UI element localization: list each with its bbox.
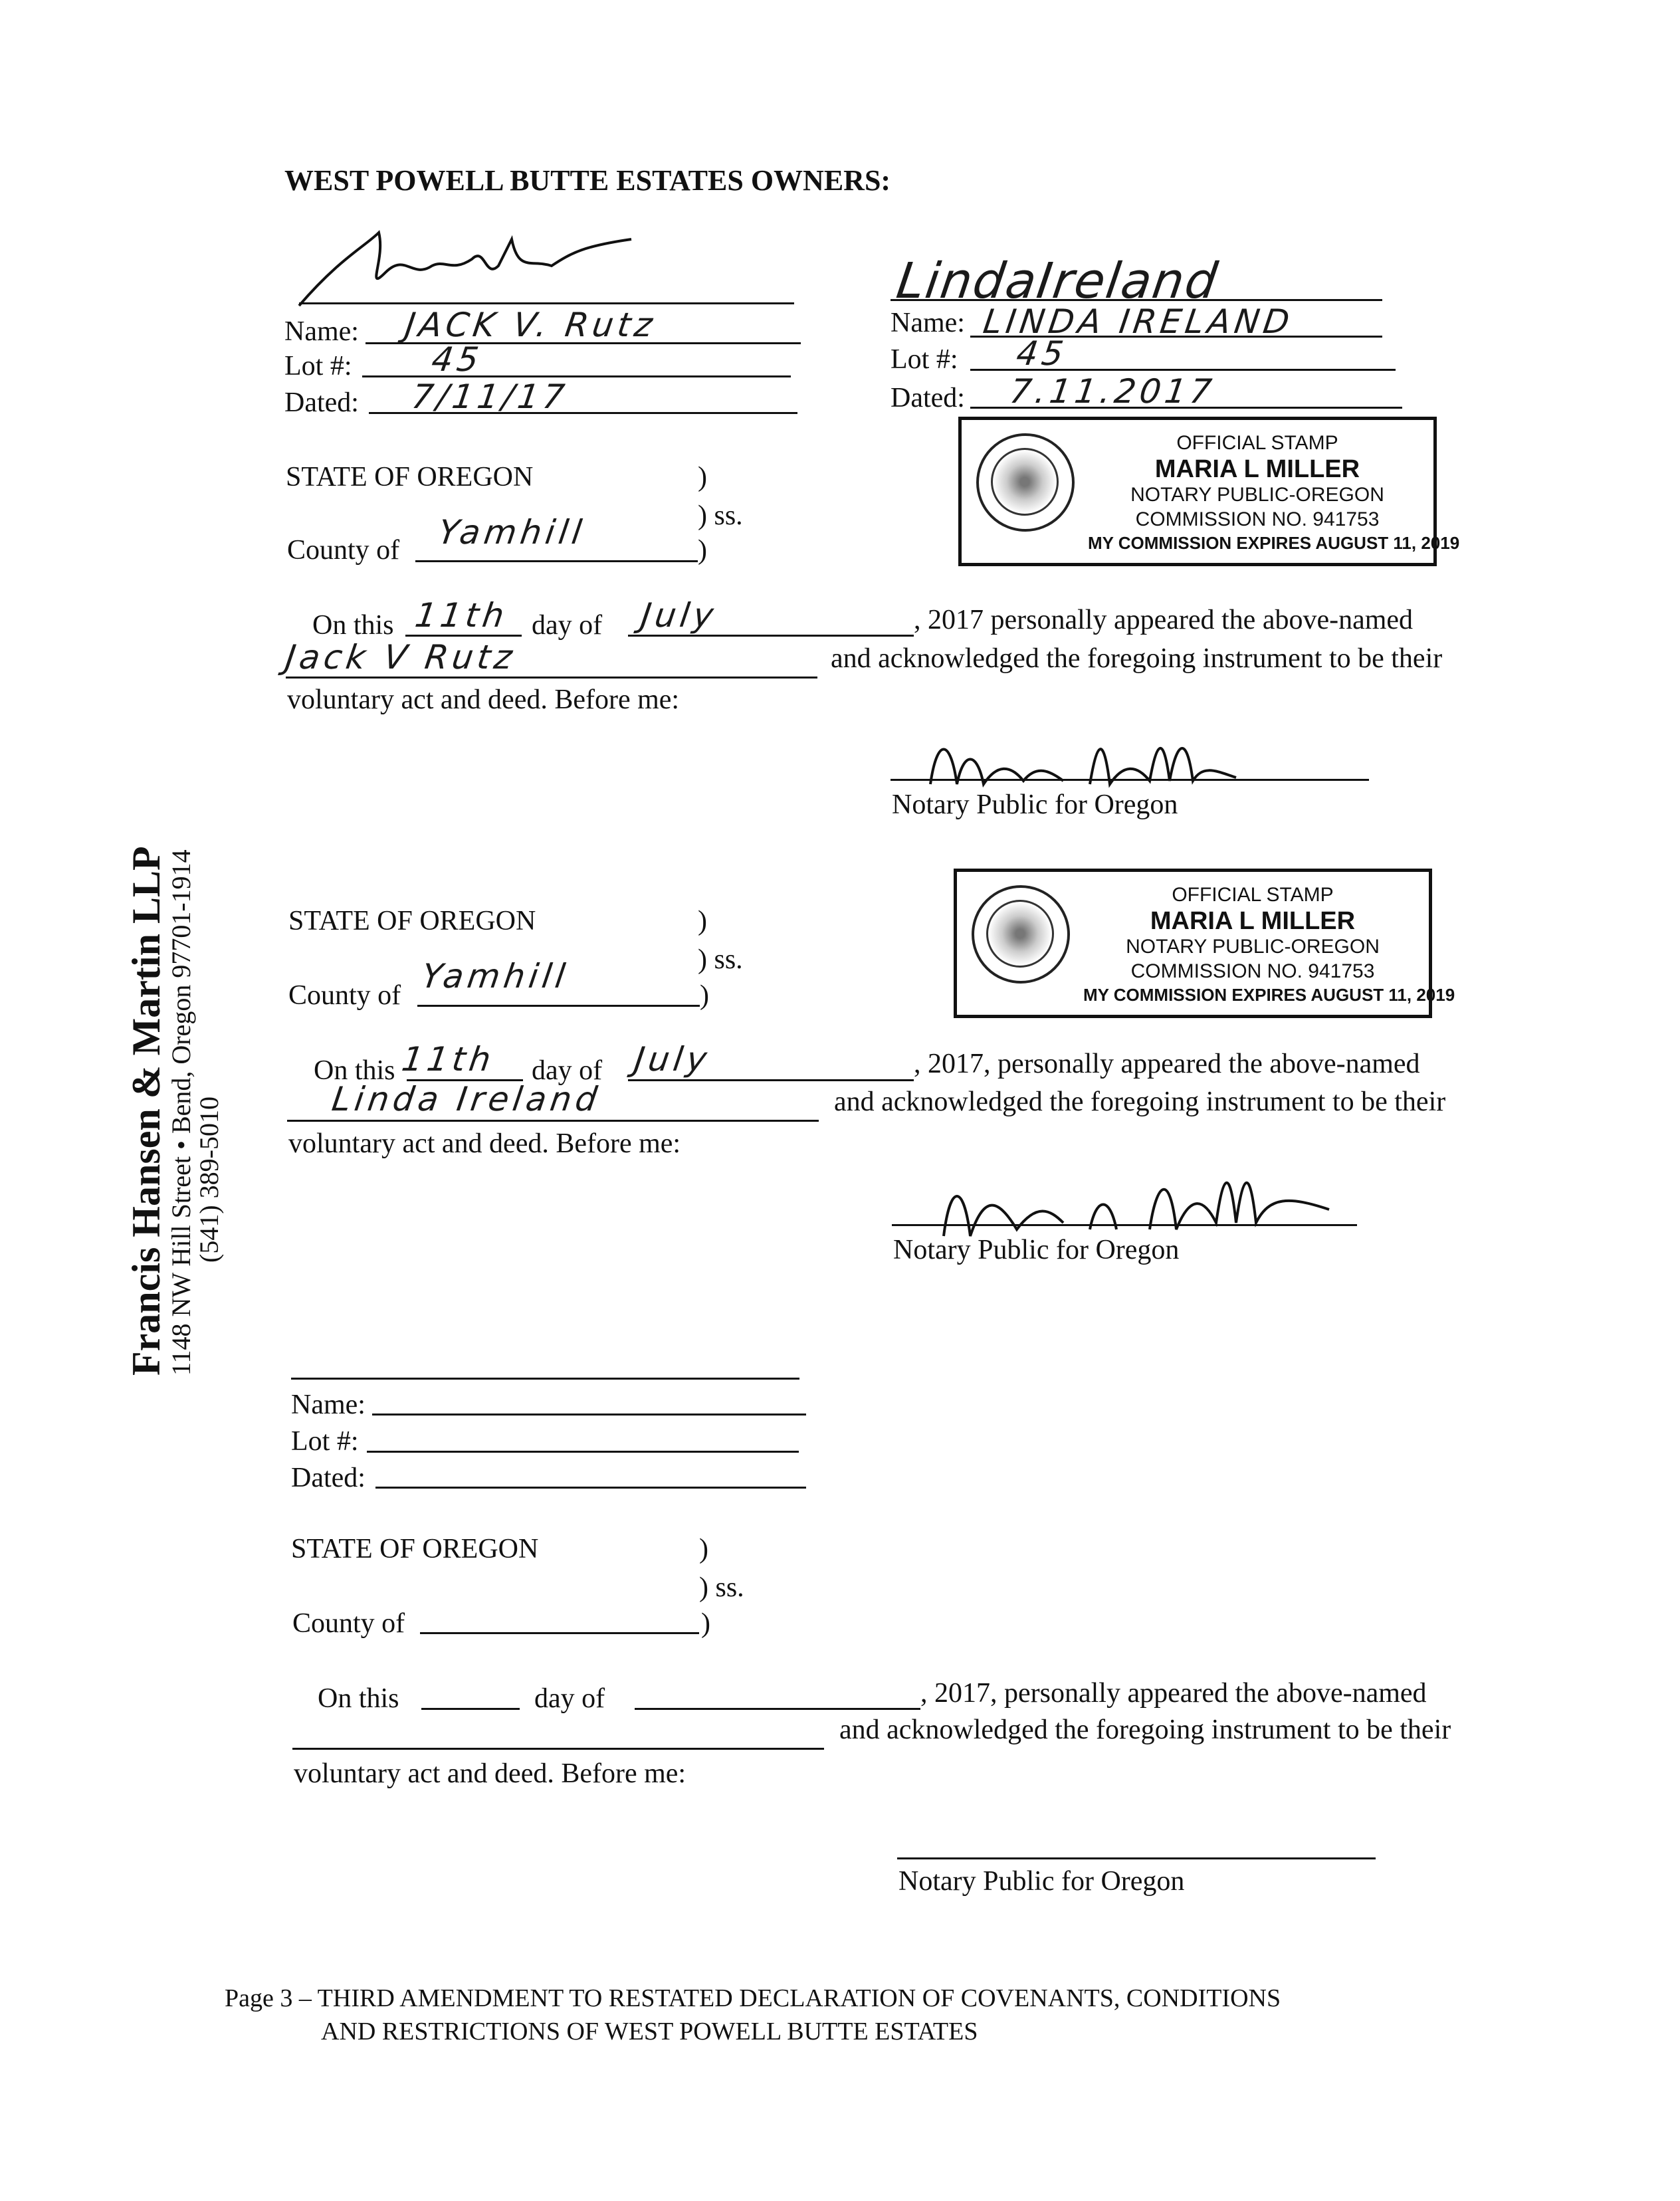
notary3-person-line <box>292 1748 824 1750</box>
owner1-lot-label: Lot #: <box>284 351 352 381</box>
notary1-person-line <box>286 677 817 679</box>
notary3-day-of: day of <box>534 1683 605 1714</box>
notary2-voluntary: voluntary act and deed. Before me: <box>288 1128 681 1159</box>
owner2-lot-label: Lot #: <box>891 344 958 375</box>
footer-line-2: AND RESTRICTIONS OF WEST POWELL BUTTE ESTATES <box>321 2018 978 2045</box>
owner2-lot-value: 45 <box>1013 334 1070 373</box>
stamp-notary-title: NOTARY PUBLIC-OREGON <box>1126 936 1380 958</box>
notary3-county-line <box>420 1632 699 1634</box>
notary2-appeared: , 2017, personally appeared the above-named <box>914 1049 1420 1079</box>
notary2-month-value: July <box>631 1040 713 1079</box>
notary2-official-stamp <box>954 869 1455 1018</box>
stamp-expiry: MY COMMISSION EXPIRES AUGUST 11, 2019 <box>1083 985 1455 1005</box>
notary3-day-line <box>421 1708 520 1710</box>
firm-name: Francis Hansen & Martin LLP <box>124 846 168 1376</box>
owner1-signature-line <box>299 302 794 304</box>
owner2-dated-value: 7.11.2017 <box>1007 372 1218 411</box>
notary2-paren-2: ) <box>700 980 709 1011</box>
stamp-title: OFFICIAL STAMP <box>1176 432 1338 454</box>
notary3-paren-1: ) <box>699 1534 708 1564</box>
notary3-voluntary: voluntary act and deed. Before me: <box>294 1758 686 1789</box>
stamp-expiry: MY COMMISSION EXPIRES AUGUST 11, 2019 <box>1088 533 1460 553</box>
owner3-lot-line <box>367 1451 799 1453</box>
notary1-month-value: July <box>638 596 720 635</box>
owner1-name-label: Name: <box>284 316 359 347</box>
notary1-county-label: County of <box>287 535 400 566</box>
notary1-day-of: day of <box>532 610 603 641</box>
stamp-notary-title: NOTARY PUBLIC-OREGON <box>1130 484 1384 506</box>
notary1-appeared: , 2017 personally appeared the above-named <box>914 605 1414 635</box>
notary1-public-label: Notary Public for Oregon <box>892 789 1178 820</box>
notary3-state: STATE OF OREGON <box>291 1534 539 1564</box>
owner2-signature-line <box>891 299 1382 301</box>
notary1-paren-2: ) <box>698 535 707 566</box>
notary2-signature-line <box>892 1224 1357 1226</box>
stamp-title: OFFICIAL STAMP <box>1172 884 1334 906</box>
footer-line-1: Page 3 – THIRD AMENDMENT TO RESTATED DECLARATION OF COVENANTS, CONDITIONS <box>225 1984 1281 2012</box>
notary3-on-this: On this <box>318 1683 399 1714</box>
firm-phone: (541) 389-5010 <box>194 1097 224 1263</box>
owner3-signature-line <box>291 1378 799 1380</box>
owner1-lot-value: 45 <box>429 340 485 379</box>
notary2-county-value: Yamhill <box>419 957 572 996</box>
notary2-day-value: 11th <box>399 1040 497 1079</box>
notary2-day-of: day of <box>532 1055 603 1086</box>
owner3-dated-label: Dated: <box>291 1463 366 1493</box>
notary1-official-stamp <box>958 417 1460 566</box>
notary2-on-this: On this <box>314 1055 395 1086</box>
state-seal-icon <box>976 433 1075 532</box>
owner2-signature: LindaIreland <box>892 253 1222 310</box>
notary1-paren-1: ) <box>698 462 707 492</box>
stamp-notary-name: MARIA L MILLER <box>1150 907 1356 935</box>
firm-address: 1148 NW Hill Street • Bend, Oregon 97701-1914 <box>166 849 196 1376</box>
notary1-signature-line <box>891 779 1369 781</box>
notary1-on-this: On this <box>312 610 394 641</box>
notary1-county-line <box>415 560 698 562</box>
notary3-public-label: Notary Public for Oregon <box>898 1866 1185 1897</box>
page-heading: WEST POWELL BUTTE ESTATES OWNERS: <box>284 164 891 197</box>
notary3-ss: ) ss. <box>699 1572 744 1603</box>
owner2-name-value: LINDA IRELAND <box>980 302 1296 341</box>
owner3-dated-line <box>375 1487 806 1489</box>
notary1-day-value: 11th <box>412 596 510 635</box>
owner3-name-label: Name: <box>291 1390 366 1420</box>
stamp-commission: COMMISSION NO. 941753 <box>1135 508 1380 530</box>
notary2-ss: ) ss. <box>698 944 743 975</box>
notary1-day-line <box>405 635 522 637</box>
notary2-month-line <box>628 1079 914 1081</box>
owner1-dated-label: Dated: <box>284 387 359 418</box>
notary2-person-value: Linda Ireland <box>329 1080 603 1118</box>
owner1-dated-value: 7/11/17 <box>409 377 571 416</box>
stamp-commission: COMMISSION NO. 941753 <box>1130 960 1375 982</box>
notary2-county-line <box>417 1005 700 1007</box>
notary2-state: STATE OF OREGON <box>288 906 536 936</box>
notary1-signature <box>924 724 1296 797</box>
notary3-county-label: County of <box>292 1608 405 1639</box>
notary2-person-line <box>287 1120 819 1122</box>
notary1-county-value: Yamhill <box>435 513 588 552</box>
notary2-county-label: County of <box>288 980 401 1011</box>
owner1-name-value: JACK V. Rutz <box>402 306 659 344</box>
notary1-person-value: Jack V Rutz <box>282 638 519 677</box>
owner2-name-label: Name: <box>891 308 965 338</box>
stamp-notary-name: MARIA L MILLER <box>1154 455 1360 483</box>
notary3-acknowledged: and acknowledged the foregoing instrument to be their <box>839 1715 1451 1745</box>
notary1-month-line <box>628 635 914 637</box>
notary3-paren-2: ) <box>701 1608 710 1639</box>
notary1-acknowledged: and acknowledged the foregoing instrument to be their <box>831 643 1443 674</box>
notary3-signature-line <box>897 1857 1376 1859</box>
notary2-public-label: Notary Public for Oregon <box>893 1235 1180 1265</box>
notary1-state: STATE OF OREGON <box>286 462 534 492</box>
firm-sidebar <box>126 846 223 1376</box>
notary2-acknowledged: and acknowledged the foregoing instrument to be their <box>834 1087 1446 1117</box>
notary1-ss: ) ss. <box>698 500 743 531</box>
notary1-voluntary: voluntary act and deed. Before me: <box>287 684 680 715</box>
notary3-month-line <box>635 1708 920 1710</box>
notary2-paren-1: ) <box>698 906 707 936</box>
state-seal-icon <box>972 885 1070 984</box>
owner3-name-line <box>372 1414 806 1415</box>
notary3-appeared: , 2017, personally appeared the above-named <box>920 1678 1427 1709</box>
owner2-dated-label: Dated: <box>891 383 965 413</box>
owner3-lot-label: Lot #: <box>291 1426 359 1457</box>
owner1-signature <box>286 219 658 312</box>
